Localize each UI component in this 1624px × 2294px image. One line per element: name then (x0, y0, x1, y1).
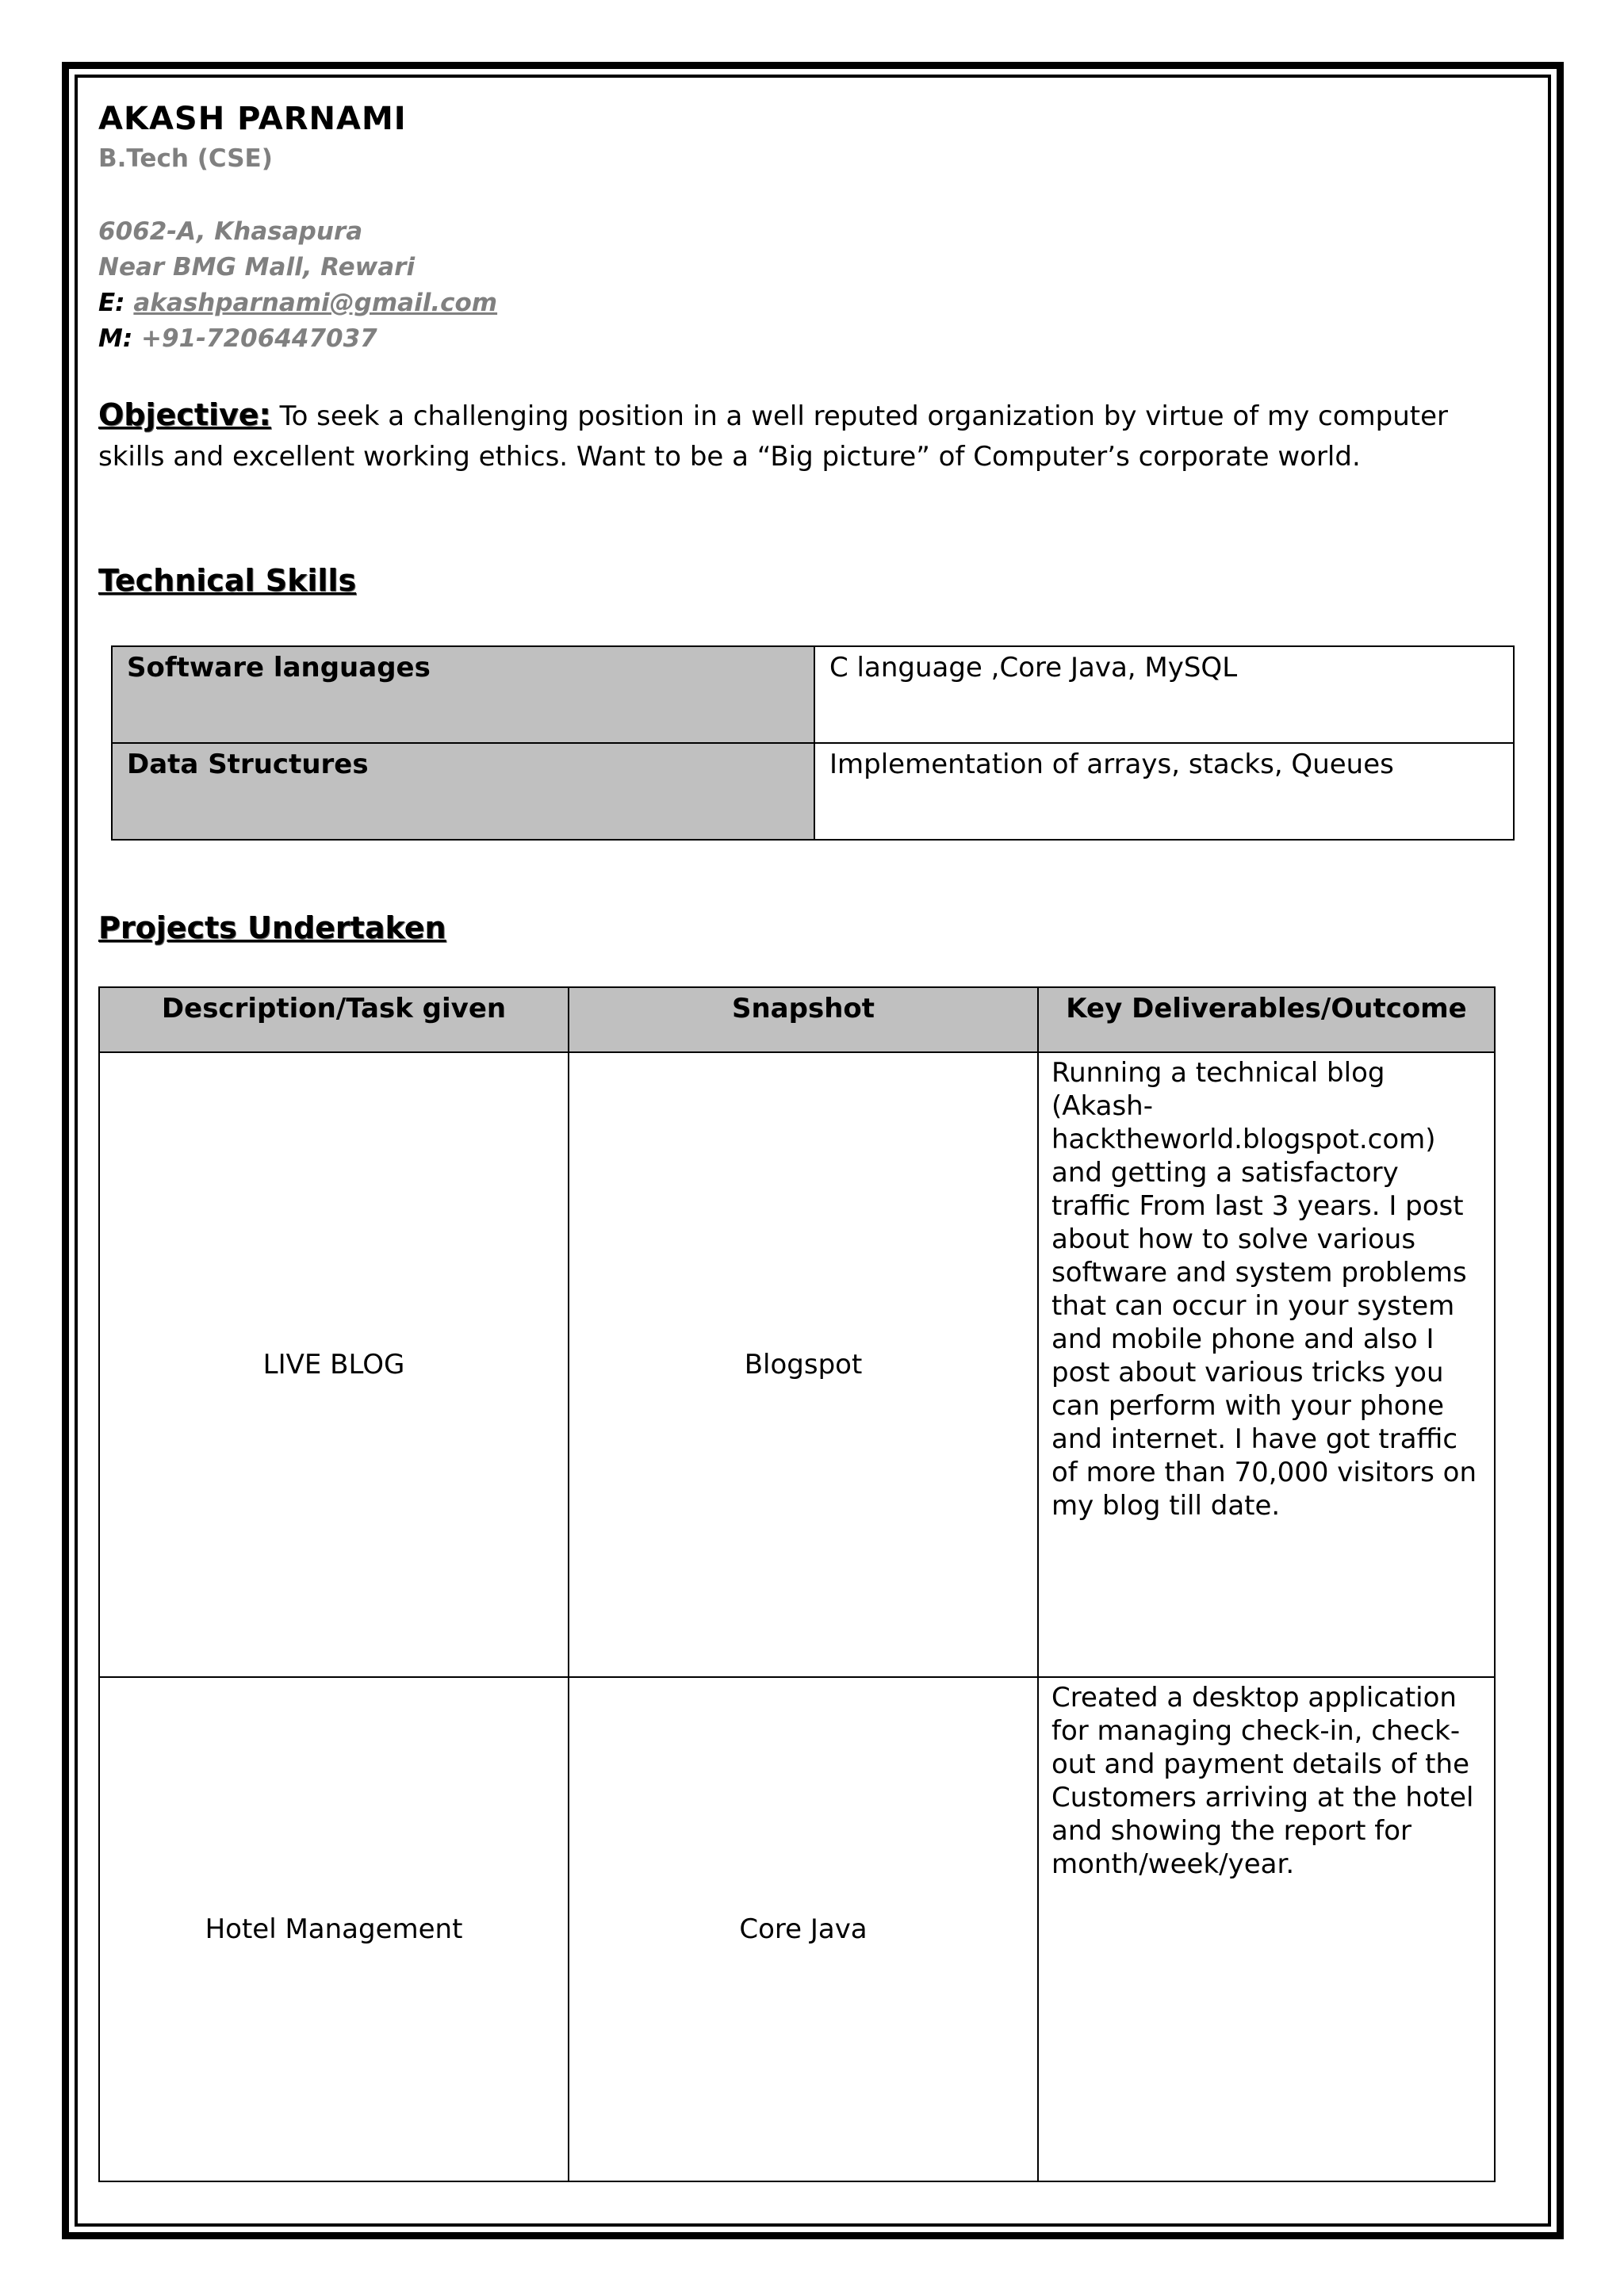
email-link[interactable]: akashparnami@gmail.com (133, 289, 498, 317)
table-row (99, 1677, 1495, 2181)
column-header-description: Description/Task given (99, 987, 569, 1052)
email-line (98, 285, 1518, 321)
project-outcome: Created a desktop application for managing check-in, check-out and payment details of the Customers arriving at the hotel and showing the report for month/week/year. (1038, 1677, 1495, 2181)
skill-value: Implementation of arrays, stacks, Queues (814, 743, 1514, 840)
contact-block (98, 214, 1518, 357)
candidate-name: AKASH PARNAMI (98, 101, 407, 137)
skill-key: Data Structures (112, 743, 814, 840)
email-label: E: (98, 289, 125, 317)
column-header-snapshot: Snapshot (569, 987, 1038, 1052)
project-snapshot: Core Java (569, 1677, 1038, 2181)
column-header-outcome: Key Deliverables/Outcome (1038, 987, 1495, 1052)
address-line-2: Near BMG Mall, Rewari (98, 253, 416, 281)
projects-table (98, 986, 1496, 2182)
mobile-line (98, 321, 1518, 357)
table-row (112, 743, 1514, 840)
candidate-degree: B.Tech (CSE) (98, 144, 273, 173)
address-line-1: 6062-A, Khasapura (98, 217, 363, 246)
table-row (99, 1052, 1495, 1677)
objective-paragraph (98, 395, 1510, 477)
objective-heading: Objective: (98, 397, 271, 432)
projects-heading: Projects Undertaken (98, 910, 446, 945)
project-snapshot: Blogspot (569, 1052, 1038, 1677)
table-row (112, 646, 1514, 743)
project-description: Hotel Management (99, 1677, 569, 2181)
technical-skills-heading: Technical Skills (98, 563, 357, 598)
skill-key: Software languages (112, 646, 814, 743)
skill-value: C language ,Core Java, MySQL (814, 646, 1514, 743)
objective-text: To seek a challenging position in a well reputed organization by virtue of my computer skills and excellent working ethics. Want to be a “Big picture” of Computer’s corporate world. (98, 400, 1449, 473)
resume-content (98, 95, 1518, 1945)
mobile-number: +91-7206447037 (141, 324, 377, 353)
mobile-label: M: (98, 324, 133, 353)
project-outcome: Running a technical blog (Akash-hacktheworld.blogspot.com) and getting a satisfactory traffic From last 3 years. I post about how to solve various software and system problems that can occur in your system and mobile phone and also I post about various tricks you can perform with your phone and internet. I have got traffic of more than 70,000 visitors on my blog till date. (1038, 1052, 1495, 1677)
table-header-row (99, 987, 1495, 1052)
project-description: LIVE BLOG (99, 1052, 569, 1677)
technical-skills-table (111, 645, 1515, 841)
